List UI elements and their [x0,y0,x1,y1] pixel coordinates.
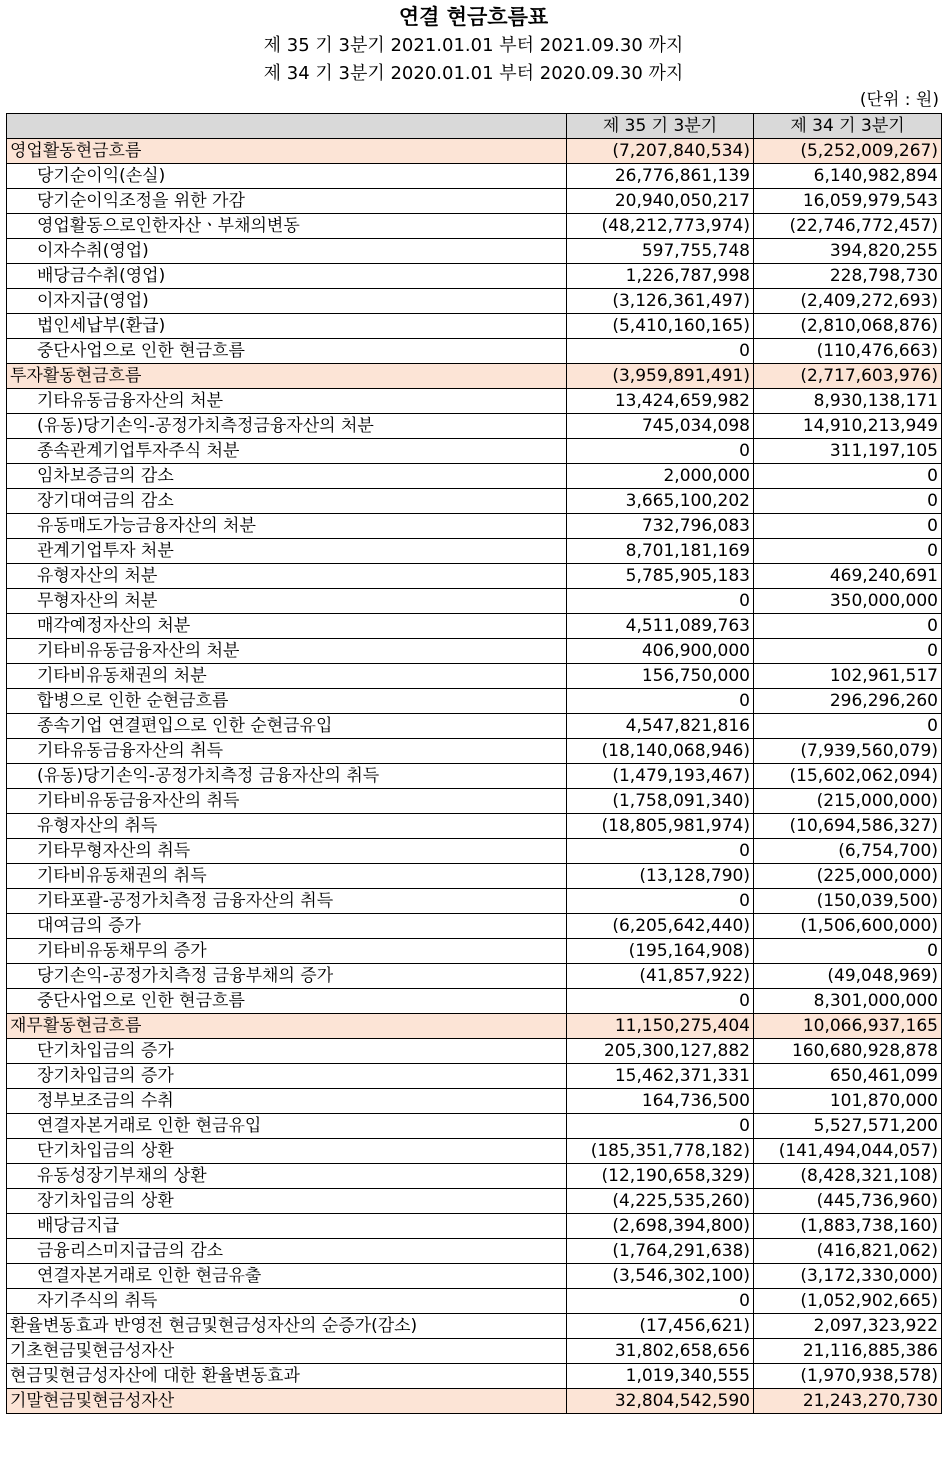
row-label: 종속기업 연결편입으로 인한 순현금유입 [7,714,567,739]
row-label: 기타유동금융자산의 처분 [7,389,567,414]
table-row [7,1114,942,1139]
table-row [7,889,942,914]
row-label: 매각예정자산의 처분 [7,614,567,639]
row-label: 장기차입금의 상환 [7,1189,567,1214]
row-value-current: 597,755,748 [567,239,754,264]
row-value-prior: (7,939,560,079) [754,739,942,764]
row-label: 당기순이익조정을 위한 가감 [7,189,567,214]
table-row [7,1339,942,1364]
row-value-prior: 469,240,691 [754,564,942,589]
row-value-prior: 0 [754,539,942,564]
row-label: 대여금의 증가 [7,914,567,939]
row-value-current: (3,546,302,100) [567,1264,754,1289]
table-row [7,339,942,364]
row-value-prior: 0 [754,714,942,739]
table-row [7,464,942,489]
table-row [7,939,942,964]
table-row [7,264,942,289]
row-label: 중단사업으로 인한 현금흐름 [7,989,567,1014]
row-label: 유형자산의 처분 [7,564,567,589]
row-value-prior: (2,717,603,976) [754,364,942,389]
row-value-prior: (5,252,009,267) [754,139,942,164]
row-value-prior: 394,820,255 [754,239,942,264]
row-label: 연결자본거래로 인한 현금유입 [7,1114,567,1139]
row-label: 기타유동금융자산의 취득 [7,739,567,764]
row-label: 금융리스미지급금의 감소 [7,1239,567,1264]
row-value-current: 0 [567,1289,754,1314]
table-row [7,389,942,414]
row-label: 관계기업투자 처분 [7,539,567,564]
row-label: 이자수취(영업) [7,239,567,264]
row-value-current: (1,764,291,638) [567,1239,754,1264]
row-label: 당기순이익(손실) [7,164,567,189]
row-value-current: (12,190,658,329) [567,1164,754,1189]
row-label: 기타비유동채권의 처분 [7,664,567,689]
row-value-prior: (22,746,772,457) [754,214,942,239]
row-value-prior: (49,048,969) [754,964,942,989]
table-row [7,314,942,339]
row-label: 단기차입금의 증가 [7,1039,567,1064]
row-value-current: 406,900,000 [567,639,754,664]
table-row [7,764,942,789]
row-label: 법인세납부(환급) [7,314,567,339]
row-value-current: (185,351,778,182) [567,1139,754,1164]
row-value-current: 31,802,658,656 [567,1339,754,1364]
row-value-prior: (416,821,062) [754,1239,942,1264]
row-label: 연결자본거래로 인한 현금유출 [7,1264,567,1289]
row-value-prior: (445,736,960) [754,1189,942,1214]
row-label: 기타비유동채권의 취득 [7,864,567,889]
row-label: 기말현금및현금성자산 [7,1389,567,1414]
row-value-prior: 0 [754,939,942,964]
row-label: 기타비유동채무의 증가 [7,939,567,964]
row-value-prior: (2,409,272,693) [754,289,942,314]
table-row [7,139,942,164]
table-row [7,1064,942,1089]
table-row [7,539,942,564]
row-value-current: 4,547,821,816 [567,714,754,739]
row-label: (유동)당기손익-공정가치측정금융자산의 처분 [7,414,567,439]
row-label: 배당금수취(영업) [7,264,567,289]
table-row [7,1239,942,1264]
table-row [7,839,942,864]
row-value-current: (18,805,981,974) [567,814,754,839]
row-label: (유동)당기손익-공정가치측정 금융자산의 취득 [7,764,567,789]
row-label: 기초현금및현금성자산 [7,1339,567,1364]
table-row [7,214,942,239]
table-body [7,139,942,1414]
table-row [7,1089,942,1114]
row-value-current: 0 [567,1114,754,1139]
row-label: 현금및현금성자산에 대한 환율변동효과 [7,1364,567,1389]
row-value-current: 5,785,905,183 [567,564,754,589]
period-current: 제 35 기 3분기 2021.01.01 부터 2021.09.30 까지 [263,35,684,56]
row-value-prior: 101,870,000 [754,1089,942,1114]
table-row [7,614,942,639]
table-row [7,864,942,889]
row-value-prior: 0 [754,639,942,664]
row-value-prior: 21,116,885,386 [754,1339,942,1364]
header-cell-label [7,114,567,139]
row-value-current: (5,410,160,165) [567,314,754,339]
row-label: 영업활동현금흐름 [7,139,567,164]
table-row [7,964,942,989]
row-value-prior: (2,810,068,876) [754,314,942,339]
row-value-prior: 16,059,979,543 [754,189,942,214]
row-label: 영업활동으로인한자산ㆍ부채의변동 [7,214,567,239]
row-value-prior: (15,602,062,094) [754,764,942,789]
row-value-prior: (10,694,586,327) [754,814,942,839]
table-header-row [7,114,942,139]
row-label: 기타무형자산의 취득 [7,839,567,864]
row-value-prior: 228,798,730 [754,264,942,289]
table-row [7,814,942,839]
table-row [7,1364,942,1389]
row-value-current: (48,212,773,974) [567,214,754,239]
row-value-current: 1,019,340,555 [567,1364,754,1389]
table-row [7,164,942,189]
row-value-current: 0 [567,889,754,914]
table-row [7,589,942,614]
row-value-current: (17,456,621) [567,1314,754,1339]
row-value-prior: (1,883,738,160) [754,1214,942,1239]
table-row [7,564,942,589]
row-label: 합병으로 인한 순현금흐름 [7,689,567,714]
row-label: 유동매도가능금융자산의 처분 [7,514,567,539]
row-value-current: 4,511,089,763 [567,614,754,639]
row-value-prior: (150,039,500) [754,889,942,914]
row-value-current: 11,150,275,404 [567,1014,754,1039]
row-value-prior: 8,930,138,171 [754,389,942,414]
row-value-prior: 14,910,213,949 [754,414,942,439]
table-row [7,489,942,514]
row-label: 단기차입금의 상환 [7,1139,567,1164]
row-value-prior: 5,527,571,200 [754,1114,942,1139]
row-label: 정부보조금의 수취 [7,1089,567,1114]
table-row [7,414,942,439]
row-value-prior: 2,097,323,922 [754,1314,942,1339]
row-label: 배당금지급 [7,1214,567,1239]
table-row [7,1389,942,1414]
row-label: 종속관계기업투자주식 처분 [7,439,567,464]
table-row [7,639,942,664]
table-row [7,239,942,264]
row-label: 이자지급(영업) [7,289,567,314]
row-value-current: (195,164,908) [567,939,754,964]
row-value-prior: (215,000,000) [754,789,942,814]
row-label: 자기주식의 취득 [7,1289,567,1314]
row-value-prior: 6,140,982,894 [754,164,942,189]
row-value-current: (3,959,891,491) [567,364,754,389]
row-value-prior: 8,301,000,000 [754,989,942,1014]
table-row [7,439,942,464]
table-row [7,689,942,714]
row-label: 무형자산의 처분 [7,589,567,614]
row-value-current: 156,750,000 [567,664,754,689]
table-row [7,189,942,214]
row-value-current: 20,940,050,217 [567,189,754,214]
row-value-current: 205,300,127,882 [567,1039,754,1064]
row-value-current: (4,225,535,260) [567,1189,754,1214]
row-value-current: 0 [567,339,754,364]
row-value-current: 13,424,659,982 [567,389,754,414]
row-value-current: (18,140,068,946) [567,739,754,764]
row-label: 중단사업으로 인한 현금흐름 [7,339,567,364]
row-label: 임차보증금의 감소 [7,464,567,489]
row-value-prior: 160,680,928,878 [754,1039,942,1064]
row-value-prior: 311,197,105 [754,439,942,464]
row-value-prior: 0 [754,464,942,489]
row-value-current: 0 [567,439,754,464]
row-value-current: 2,000,000 [567,464,754,489]
table-row [7,714,942,739]
row-value-prior: (141,494,044,057) [754,1139,942,1164]
row-value-prior: (8,428,321,108) [754,1164,942,1189]
row-label: 재무활동현금흐름 [7,1014,567,1039]
row-value-prior: (1,970,938,578) [754,1364,942,1389]
row-value-current: 15,462,371,331 [567,1064,754,1089]
row-value-current: (7,207,840,534) [567,139,754,164]
table-row [7,1314,942,1339]
row-value-current: 164,736,500 [567,1089,754,1114]
row-label: 기타포괄-공정가치측정 금융자산의 취득 [7,889,567,914]
table-row [7,914,942,939]
table-row [7,1014,942,1039]
row-label: 당기손익-공정가치측정 금융부채의 증가 [7,964,567,989]
row-value-prior: (225,000,000) [754,864,942,889]
table-row [7,1189,942,1214]
table-row [7,1039,942,1064]
row-value-prior: 21,243,270,730 [754,1389,942,1414]
row-value-current: 0 [567,989,754,1014]
row-value-prior: 650,461,099 [754,1064,942,1089]
row-value-current: 1,226,787,998 [567,264,754,289]
row-label: 기타비유동금융자산의 처분 [7,639,567,664]
row-value-current: 0 [567,589,754,614]
row-value-prior: (1,052,902,665) [754,1289,942,1314]
row-value-prior: (110,476,663) [754,339,942,364]
row-value-current: (1,479,193,467) [567,764,754,789]
row-value-current: 8,701,181,169 [567,539,754,564]
row-value-prior: 102,961,517 [754,664,942,689]
row-value-current: 26,776,861,139 [567,164,754,189]
row-value-prior: 0 [754,614,942,639]
row-value-current: (2,698,394,800) [567,1214,754,1239]
statement-title: 연결 현금흐름표 [398,5,549,29]
row-label: 장기대여금의 감소 [7,489,567,514]
row-value-current: 0 [567,689,754,714]
table-row [7,1139,942,1164]
row-value-current: 745,034,098 [567,414,754,439]
row-label: 투자활동현금흐름 [7,364,567,389]
row-value-prior: 296,296,260 [754,689,942,714]
table-row [7,989,942,1014]
row-value-current: (13,128,790) [567,864,754,889]
row-value-current: 0 [567,839,754,864]
table-row [7,789,942,814]
row-value-prior: 0 [754,489,942,514]
row-value-prior: 0 [754,514,942,539]
header-cell-current: 제 35 기 3분기 [567,114,754,139]
table-row [7,514,942,539]
table-row [7,289,942,314]
table-row [7,664,942,689]
table-row [7,1289,942,1314]
row-label: 장기차입금의 증가 [7,1064,567,1089]
row-value-prior: (3,172,330,000) [754,1264,942,1289]
row-value-current: (41,857,922) [567,964,754,989]
row-value-current: 732,796,083 [567,514,754,539]
row-value-prior: (1,506,600,000) [754,914,942,939]
header-cell-prior: 제 34 기 3분기 [754,114,942,139]
row-label: 기타비유동금융자산의 취득 [7,789,567,814]
row-value-prior: 10,066,937,165 [754,1014,942,1039]
period-prior: 제 34 기 3분기 2020.01.01 부터 2020.09.30 까지 [263,63,684,84]
row-value-current: (1,758,091,340) [567,789,754,814]
row-value-prior: (6,754,700) [754,839,942,864]
row-value-current: 3,665,100,202 [567,489,754,514]
table-row [7,739,942,764]
cash-flow-table [6,113,942,1414]
unit-label: (단위 : 원) [859,90,939,110]
row-value-current: (3,126,361,497) [567,289,754,314]
row-label: 유형자산의 취득 [7,814,567,839]
row-label: 환율변동효과 반영전 현금및현금성자산의 순증가(감소) [7,1314,567,1339]
table-row [7,1214,942,1239]
table-row [7,1164,942,1189]
table-row [7,364,942,389]
row-label: 유동성장기부채의 상환 [7,1164,567,1189]
table-row [7,1264,942,1289]
row-value-current: 32,804,542,590 [567,1389,754,1414]
row-value-current: (6,205,642,440) [567,914,754,939]
row-value-prior: 350,000,000 [754,589,942,614]
